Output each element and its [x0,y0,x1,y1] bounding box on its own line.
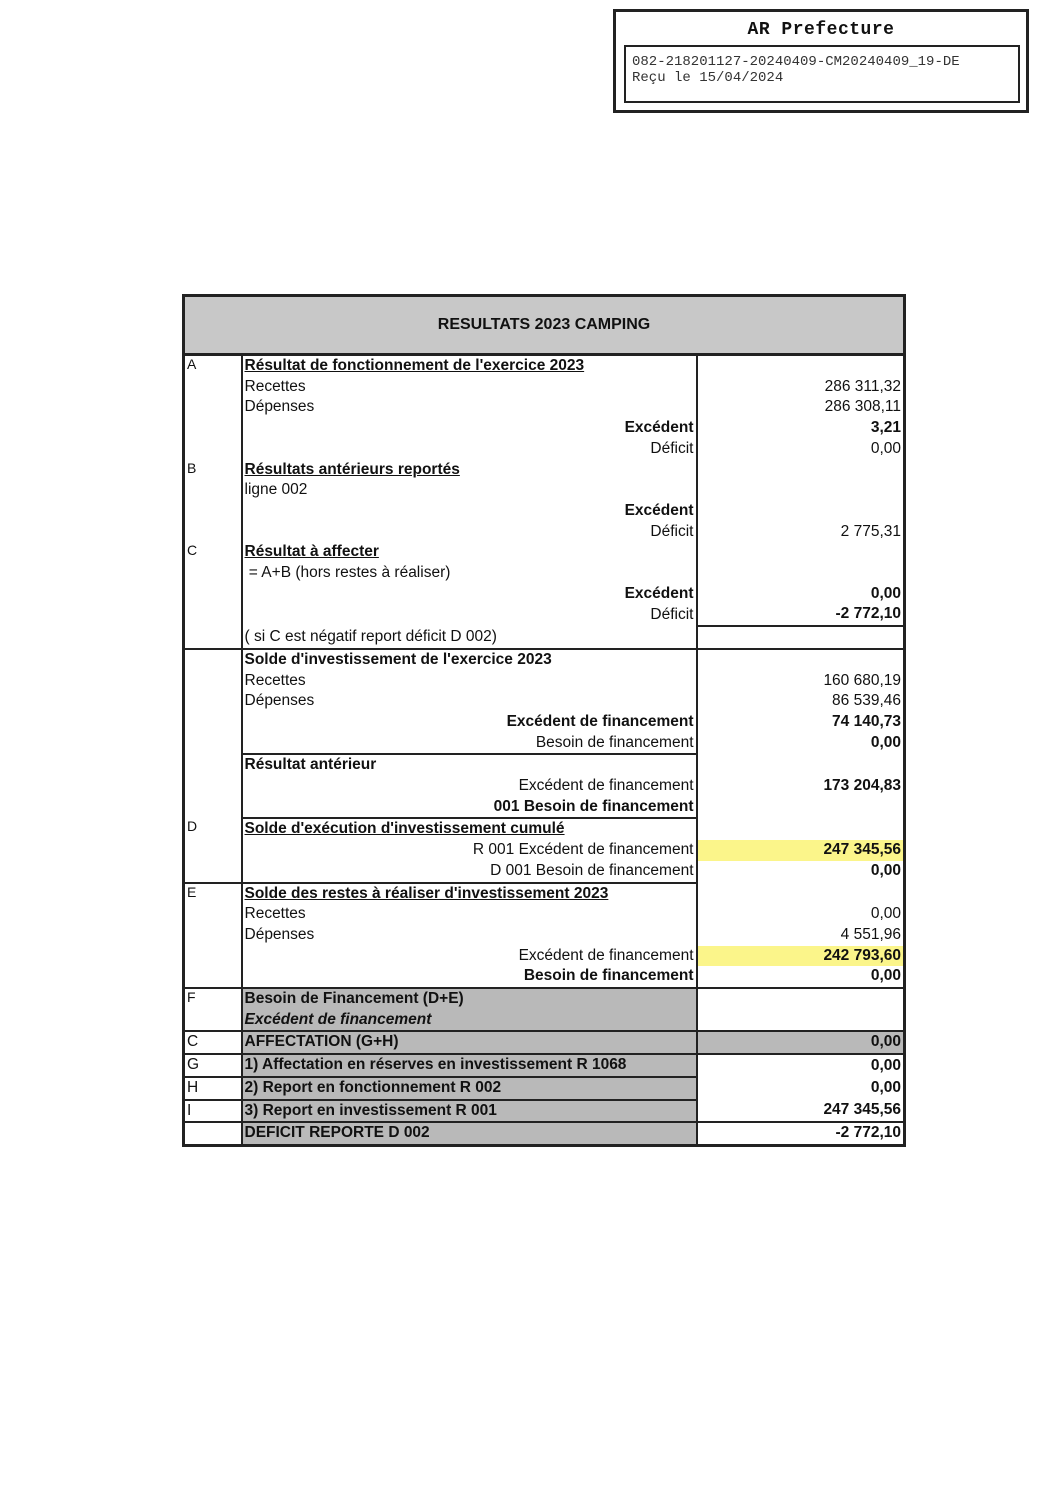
table-row [184,439,905,460]
section-letter-c2: C [184,1031,242,1054]
affectation-value: 0,00 [697,1031,905,1054]
h-label: 2) Report en fonctionnement R 002 [242,1077,697,1100]
row-label: Recettes [244,377,306,395]
row-label: Besoin de financement [242,733,697,755]
e-recettes-value: 0,00 [697,904,905,925]
table-row [184,480,905,501]
table-row [184,966,905,988]
table-row [184,733,905,755]
table-row [184,861,905,883]
i-label: 3) Report en investissement R 001 [242,1100,697,1123]
table-row [184,542,905,563]
section-d-heading: Solde d'exécution d'investissement cumulé [244,820,565,838]
affectation-label: AFFECTATION (G+H) [242,1031,697,1054]
table-row [184,501,905,522]
inv-excedent-value: 74 140,73 [697,712,905,733]
a-excedent-value: 3,21 [697,418,905,439]
table-row [184,1010,905,1032]
row-label: Dépenses [244,925,315,943]
stamp-received-date: Reçu le 15/04/2024 [632,70,784,86]
section-letter-i: I [184,1100,242,1123]
a-depenses-value: 286 308,11 [697,397,905,418]
row-label: D 001 Besoin de financement [242,861,697,883]
inv-heading: Solde d'investissement de l'exercice 2023 [244,650,552,668]
table-row [184,604,905,626]
table-row [184,946,905,967]
table-row [184,776,905,797]
d-r001-value: 247 345,56 [697,840,905,861]
inv-besoin-value: 0,00 [697,733,905,755]
row-label: Déficit [650,605,694,623]
table-row [184,649,905,671]
row-label: Excédent [624,419,694,437]
b-deficit-value: 2 775,31 [697,522,905,543]
row-label: Déficit [650,522,694,540]
row-label: Dépenses [244,692,315,710]
section-letter-h: H [184,1077,242,1100]
section-letter-a: A [184,355,242,377]
row-label: Recettes [244,671,306,689]
inv-depenses-value: 86 539,46 [697,691,905,712]
e-besoin-value: 0,00 [697,966,905,988]
stamp-title: AR Prefecture [747,20,895,40]
table-row [184,1100,905,1123]
row-label: Excédent de financement [518,946,694,964]
row-label: R 001 Excédent de financement [472,841,694,859]
table-row [184,1122,905,1145]
table-row [184,818,905,840]
e-depenses-value: 4 551,96 [697,925,905,946]
prefecture-stamp [613,9,1029,113]
stamp-details [624,45,1020,103]
row-label: Excédent [624,584,694,602]
c-note: ( si C est négatif report déficit D 002) [242,626,697,649]
table-row [184,355,905,377]
table-row [184,418,905,439]
section-letter-c: C [184,542,242,563]
row-label: Recettes [244,905,306,923]
section-letter-f: F [184,988,242,1010]
section-b-heading: Résultats antérieurs reportés [244,460,460,478]
table-row [184,460,905,481]
section-e-heading: Solde des restes à réaliser d'investissement 2023 [244,884,609,902]
row-label: Excédent de financement [518,777,694,795]
deficit-reporte-label: DEFICIT REPORTE D 002 [242,1122,697,1145]
table-row [184,1031,905,1054]
table-row [184,1054,905,1077]
results-table-wrapper [182,294,903,1147]
row-label: 001 Besoin de financement [242,797,697,819]
table-title: RESULTATS 2023 CAMPING [184,296,905,355]
a-deficit-value: 0,00 [697,439,905,460]
table-title-row [184,296,905,355]
f-excedent-label: Excédent de financement [242,1010,697,1032]
a-recettes-value: 286 311,32 [697,377,905,398]
row-label: = A+B (hors restes à réaliser) [244,564,451,582]
table-row [184,691,905,712]
section-c-heading: Résultat à affecter [244,543,379,561]
h-value: 0,00 [697,1077,905,1100]
table-row [184,1077,905,1100]
row-label: Dépenses [244,398,315,416]
anterieur-excedent-value: 173 204,83 [697,776,905,797]
row-label: Déficit [650,439,694,457]
table-row [184,563,905,584]
row-label: Excédent de financement [506,712,694,730]
e-excedent-value: 242 793,60 [697,946,905,967]
inv-recettes-value: 160 680,19 [697,671,905,692]
section-letter-g: G [184,1054,242,1077]
table-row [184,626,905,649]
d-d001-value: 0,00 [697,861,905,883]
table-row [184,754,905,776]
section-letter-d: D [184,818,242,840]
c-deficit-value: -2 772,10 [697,604,905,626]
row-label: Excédent [624,501,694,519]
g-label: 1) Affectation en réserves en investissement R 1068 [242,1054,697,1077]
anterieur-heading: Résultat antérieur [244,756,377,774]
deficit-reporte-value: -2 772,10 [697,1122,905,1145]
section-letter-b: B [184,460,242,481]
row-label: Besoin de financement [242,966,697,988]
section-a-heading: Résultat de fonctionnement de l'exercice 2023 [244,357,585,374]
table-row [184,988,905,1010]
table-row [184,522,905,543]
table-row [184,797,905,819]
c-excedent-value: 0,00 [697,584,905,605]
table-row [184,883,905,905]
section-letter-e: E [184,883,242,905]
row-label: ligne 002 [244,481,308,499]
g-value: 0,00 [697,1054,905,1077]
stamp-reference: 082-218201127-20240409-CM20240409_19-DE [632,54,960,70]
table-row [184,840,905,861]
table-row [184,397,905,418]
table-row [184,904,905,925]
table-row [184,712,905,733]
table-row [184,584,905,605]
results-table [182,294,906,1147]
f-besoin-label: Besoin de Financement (D+E) [242,988,697,1010]
table-row [184,671,905,692]
i-value: 247 345,56 [697,1100,905,1123]
table-row [184,377,905,398]
table-row [184,925,905,946]
